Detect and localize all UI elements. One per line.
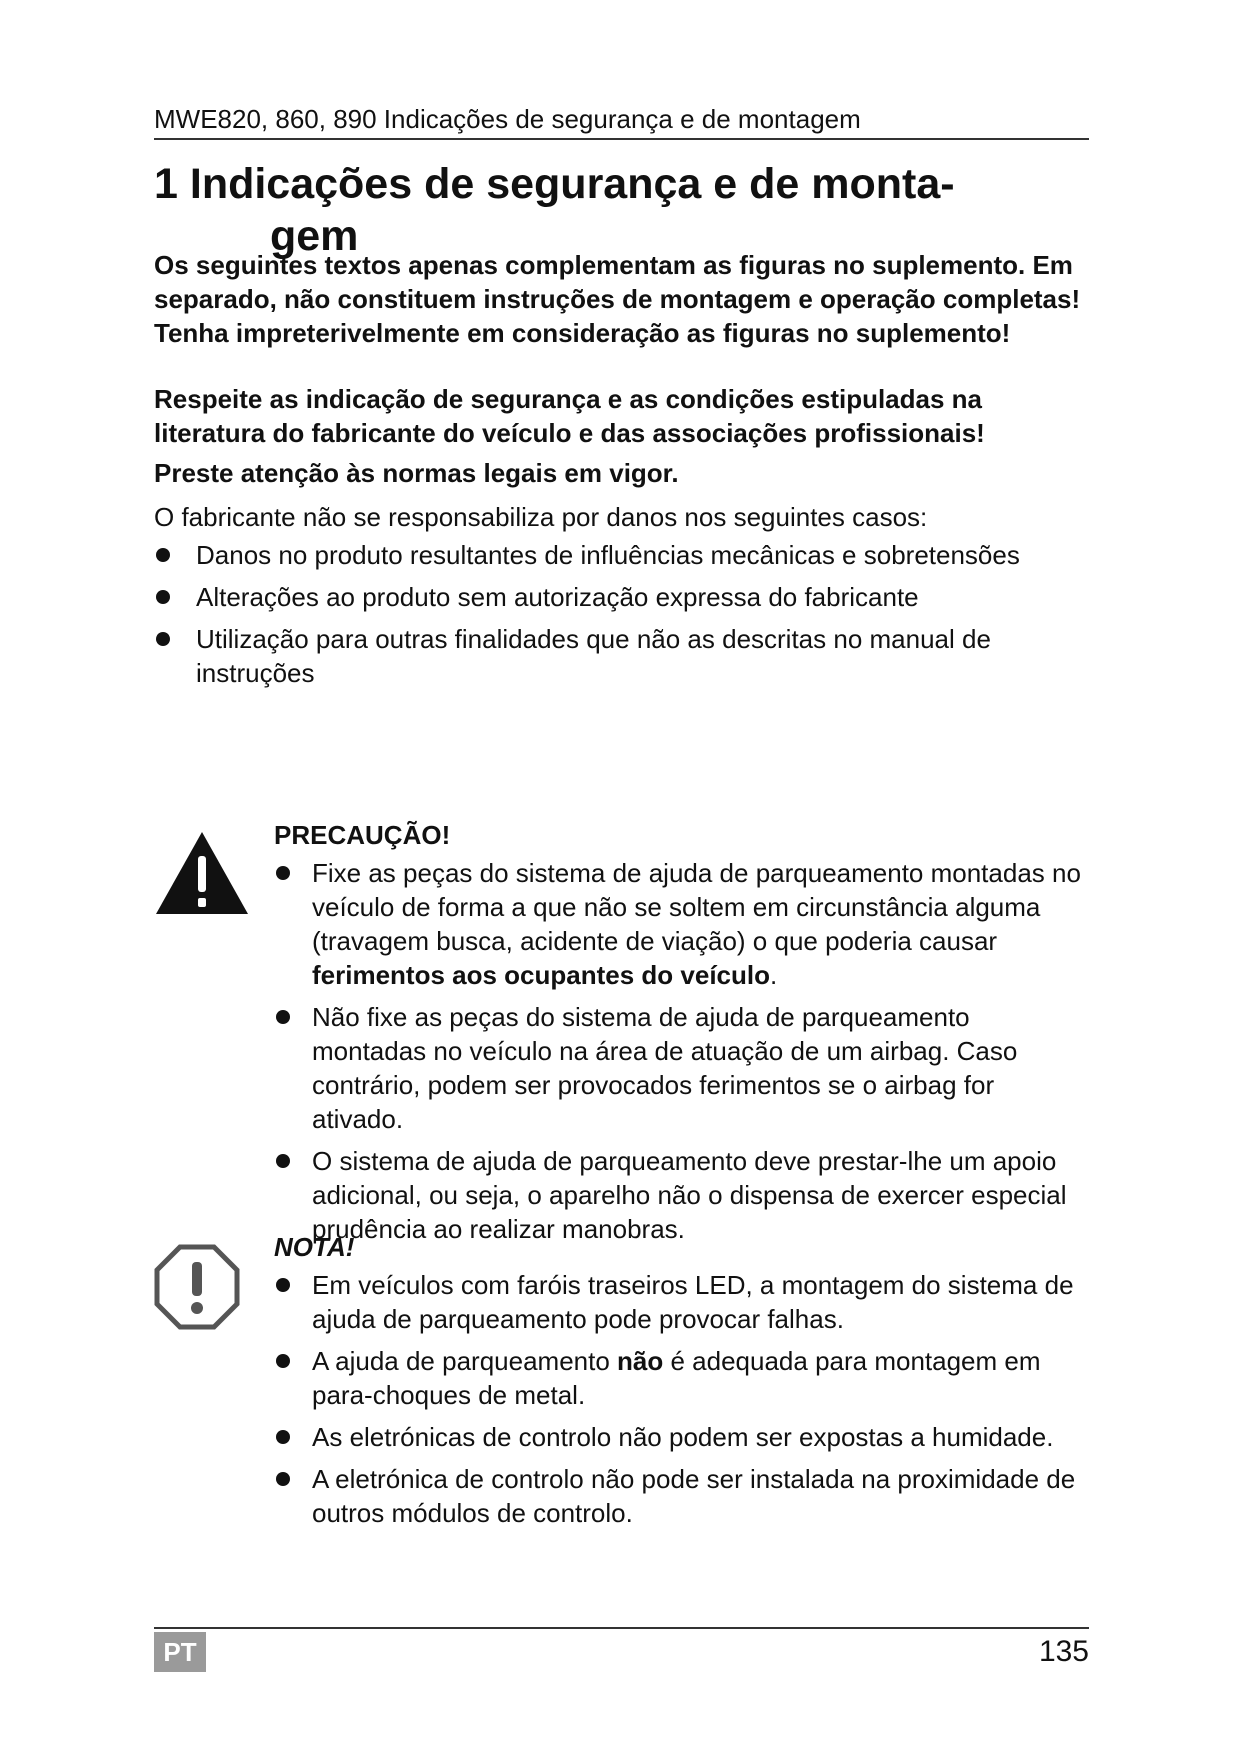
liability-section [154, 500, 1094, 698]
caution-label: PRECAUÇÃO! [274, 820, 451, 850]
note-item-2-text: A ajuda de parqueamento [312, 1346, 618, 1376]
caution-item-2-text: Não fixe as peças do sistema de ajuda de parqueamento montadas no veículo na área de atuação de um airbag. Caso contrário, podem ser provocados ferimentos se o airbag for ativado. [312, 1002, 1018, 1134]
note-label: NOTA! [274, 1232, 355, 1262]
note-list [274, 1268, 1089, 1530]
caution-item-1-text: Fixe as peças do sistema de ajuda de parqueamento montadas no veículo de forma a que não se soltem em circunstância alguma (travagem busca, acidente de viação) o que poderia causar [312, 858, 1081, 956]
bullet-icon [276, 1278, 290, 1292]
list-item [274, 1268, 1089, 1336]
footer-divider [154, 1627, 1089, 1629]
list-item [154, 580, 1094, 614]
intro-paragraph-1: Os seguintes textos apenas complementam as figuras no suplemento. Em separado, não constituem instruções de montagem e operação completas! Tenha impreterivelmente em consideração as figuras no suplemento! [154, 250, 1081, 348]
caution-list [274, 856, 1089, 1246]
page-number: 135 [1038, 1635, 1089, 1668]
warning-triangle-icon [154, 830, 250, 921]
list-item [154, 538, 1094, 572]
list-item [274, 856, 1089, 992]
note-item-4-text: A eletrónica de controlo não pode ser instalada na proximidade de outros módulos de controlo. [312, 1464, 1076, 1528]
bullet-icon [276, 1154, 290, 1168]
list-item-text: Danos no produto resultantes de influências mecânicas e sobretensões [196, 540, 1020, 570]
language-badge: PT [154, 1632, 206, 1672]
bullet-icon [276, 1354, 290, 1368]
bullet-icon [156, 548, 170, 562]
caution-item-1-end: . [770, 960, 778, 990]
bullet-icon [156, 590, 170, 604]
liability-list [154, 538, 1094, 690]
chapter-number: 1 [154, 160, 178, 208]
intro-paragraph-3: Preste atenção às normas legais em vigor. [154, 458, 679, 488]
note-item-2-end: é adequada para montagem em para-choques de metal. [312, 1346, 1041, 1410]
list-item [154, 622, 1094, 690]
note-item-1-text: Em veículos com faróis traseiros LED, a montagem do sistema de ajuda de parqueamento pode provocar falhas. [312, 1270, 1074, 1334]
list-item [274, 1000, 1089, 1136]
chapter-title-line2: gem [270, 212, 359, 260]
bullet-icon [276, 866, 290, 880]
exclamation-octagon-icon [154, 1244, 240, 1335]
list-item [274, 1344, 1089, 1412]
list-item [274, 1420, 1089, 1454]
note-content [274, 1230, 1089, 1538]
list-item [274, 1462, 1089, 1530]
list-item-text: Utilização para outras finalidades que não as descritas no manual de instruções [196, 624, 991, 688]
chapter-title-line1: Indicações de segurança e de monta- [189, 160, 955, 208]
note-item-2-bold: não [617, 1346, 664, 1376]
note-item-3-text: As eletrónicas de controlo não podem ser expostas a humidade. [312, 1422, 1054, 1452]
caution-item-1-bold: ferimentos aos ocupantes do veículo [312, 960, 770, 990]
running-header: MWE820, 860, 890 Indicações de segurança e de montagem [154, 103, 1089, 140]
caution-content [274, 818, 1089, 1254]
liability-intro: O fabricante não se responsabiliza por danos nos seguintes casos: [154, 502, 928, 532]
bullet-icon [276, 1010, 290, 1024]
list-item-text: Alterações ao produto sem autorização expressa do fabricante [196, 582, 919, 612]
intro-paragraph-2: Respeite as indicação de segurança e as condições estipuladas na literatura do fabricante do veículo e das associações profissionais! [154, 384, 985, 448]
bullet-icon [276, 1430, 290, 1444]
chapter-title [154, 158, 1054, 262]
bullet-icon [276, 1472, 290, 1486]
bullet-icon [156, 632, 170, 646]
caution-item-3-text: O sistema de ajuda de parqueamento deve prestar-lhe um apoio adicional, ou seja, o aparelho não o dispensa de exercer especial prudência ao realizar manobras. [312, 1146, 1067, 1244]
